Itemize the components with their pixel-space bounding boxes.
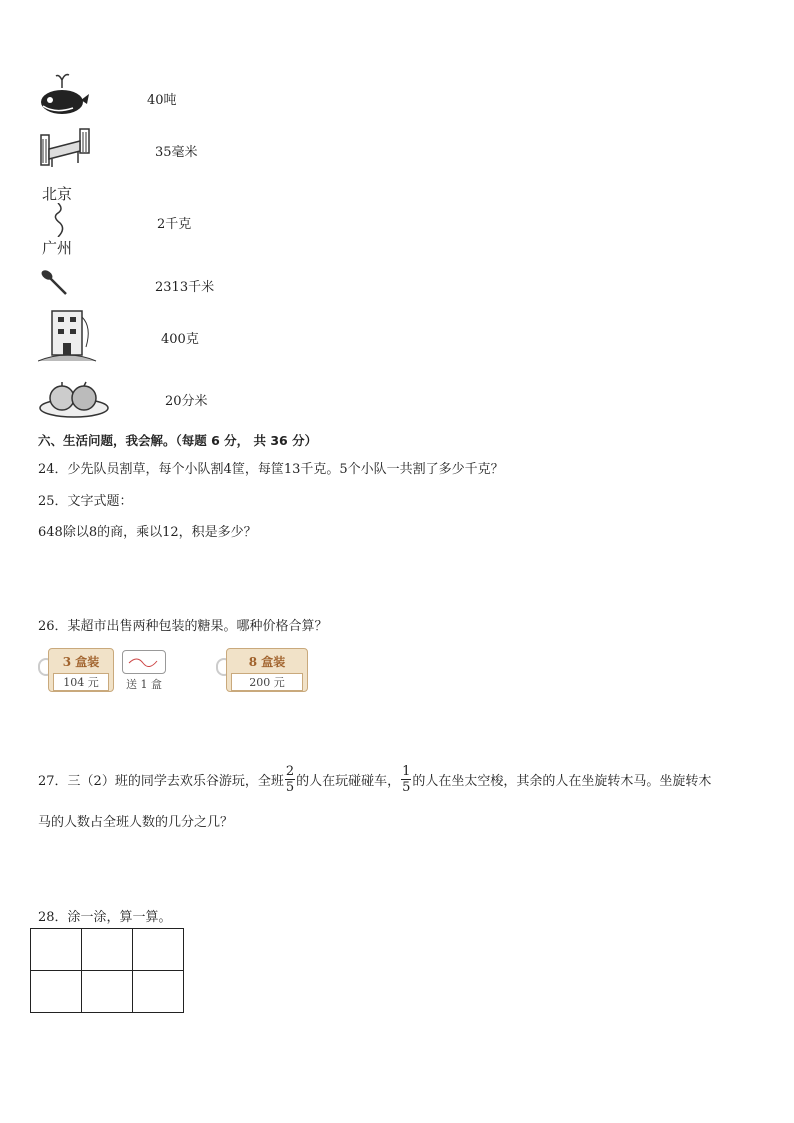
- section-title: 六、生活问题，我会解。（每题 6 分， 共 36 分）: [38, 433, 318, 448]
- fraction-one-fifth: [401, 765, 411, 794]
- pin-picture: [40, 268, 70, 298]
- grid-cell[interactable]: [133, 929, 184, 971]
- fraction-2-denominator: 5: [402, 780, 411, 795]
- grid-cell[interactable]: [133, 971, 184, 1013]
- question-27-line-2: 马的人数占全班人数的几分之几？: [38, 815, 234, 830]
- whale-picture: [38, 70, 90, 118]
- gift-box-icon: [122, 650, 166, 674]
- question-25-body: 648除以8的商，乘以12，积是多少？: [38, 525, 257, 540]
- candy-box-3-price: 104 元: [53, 673, 109, 691]
- unit-option-4: 2313千米: [155, 280, 215, 295]
- candy-box-3: [48, 648, 114, 692]
- question-27-part-2: 的人在玩碰碰车，: [296, 774, 401, 789]
- question-24: 24．少先队员割草，每个小队割4筐，每筐13千克。5个小队一共割了多少千克？: [38, 462, 504, 477]
- grid-cell[interactable]: [82, 971, 133, 1013]
- candy-offer-2: [216, 646, 316, 692]
- candy-box-8: [226, 648, 308, 692]
- apples-on-plate-picture: [38, 378, 110, 418]
- fraction-2-numerator: 1: [402, 764, 411, 779]
- building-picture: [38, 307, 98, 363]
- grid-cell[interactable]: [31, 971, 82, 1013]
- fraction-two-fifths: [285, 765, 295, 794]
- coloring-grid: [30, 928, 184, 1013]
- map-label-top: 北京: [42, 185, 73, 203]
- map-label-bottom: 广州: [42, 239, 73, 257]
- candy-box-8-label: 8 盒装: [248, 655, 286, 669]
- unit-option-1: 40吨: [147, 93, 177, 108]
- bed-picture: [38, 125, 92, 169]
- candy-offer-1: [38, 646, 178, 692]
- grid-cell[interactable]: [82, 929, 133, 971]
- unit-option-2: 35毫米: [155, 145, 198, 160]
- question-27-part-1: 27．三（2）班的同学去欢乐谷游玩，全班: [38, 774, 284, 789]
- candy-box-8-price: 200 元: [231, 673, 303, 691]
- fraction-1-numerator: 2: [285, 764, 295, 779]
- unit-option-5: 400克: [161, 332, 199, 347]
- question-27-part-3: 的人在坐太空梭，其余的人在坐旋转木马。坐旋转木: [412, 774, 712, 789]
- grid-cell[interactable]: [31, 929, 82, 971]
- unit-option-6: 20分米: [165, 394, 208, 409]
- unit-option-3: 2千克: [157, 217, 192, 232]
- question-25-title: 25．文字式题：: [38, 494, 133, 509]
- fraction-1-denominator: 5: [285, 780, 295, 795]
- question-27-line-1: [38, 765, 711, 794]
- candy-box-3-label: 3 盒装: [62, 655, 100, 669]
- question-28: 28．涂一涂，算一算。: [38, 910, 172, 925]
- map-route-picture: [40, 183, 80, 259]
- question-26: 26．某超市出售两种包装的糖果。哪种价格合算？: [38, 619, 328, 634]
- gift-label: 送 1 盒: [126, 678, 162, 691]
